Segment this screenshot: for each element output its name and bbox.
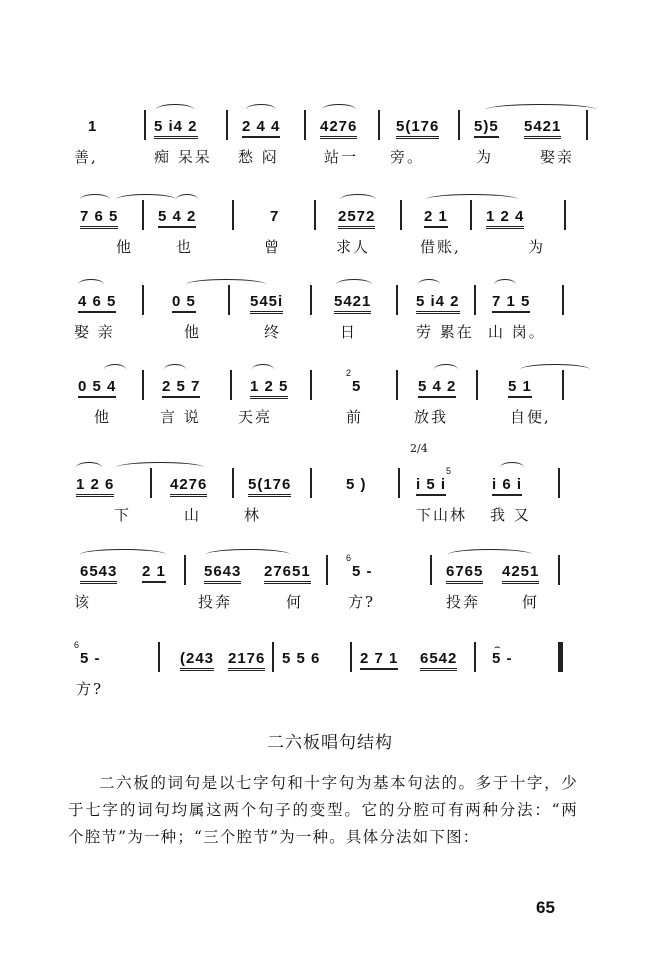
notes: 6542 xyxy=(420,650,457,671)
barline xyxy=(564,200,566,230)
lyric: 他 xyxy=(184,323,202,341)
body-paragraph xyxy=(68,770,578,851)
barline xyxy=(228,285,230,315)
barline xyxy=(586,110,588,140)
page-number: 65 xyxy=(536,898,555,917)
paragraph-text: 二六板的词句是以七字句和十字句为基本句法的。多于十字，少于七字的词句均属这两个句子的变型。它的分腔可有两种分法：“两个腔节”为一种；“三个腔节”为一种。具体分法如下图： xyxy=(68,774,578,846)
slur xyxy=(322,104,356,115)
lyric: 痴 呆呆 xyxy=(154,148,212,166)
slur xyxy=(116,462,204,473)
barline xyxy=(378,110,380,140)
lyric: 也 xyxy=(176,238,194,256)
notes: 5643 xyxy=(204,563,241,584)
staff-row-6 xyxy=(74,545,594,625)
barline xyxy=(142,370,144,400)
lyric: 自便, xyxy=(510,408,551,426)
lyric: 何 xyxy=(522,593,540,611)
slur xyxy=(156,104,194,115)
notes: 5 i4 2 xyxy=(154,118,198,139)
barline xyxy=(230,370,232,400)
notes: 2 7 1 xyxy=(360,650,398,670)
slur xyxy=(78,279,104,290)
notes: 5(176 xyxy=(248,476,291,497)
grace-note: 6 xyxy=(346,553,352,563)
notes: 7 xyxy=(270,208,280,225)
lyric: 前 xyxy=(346,408,364,426)
notes: i 6 i xyxy=(492,476,522,496)
barline xyxy=(272,642,274,672)
notes: 4276 xyxy=(170,476,207,497)
lyric: 站一 xyxy=(324,148,359,166)
section-title: 二六板唱句结构 xyxy=(267,733,393,753)
notes: 2 1 xyxy=(424,208,448,228)
barline xyxy=(458,110,460,140)
barline xyxy=(476,370,478,400)
notes: 5 - xyxy=(492,650,513,667)
barline xyxy=(314,200,316,230)
lyric: 何 xyxy=(286,593,304,611)
slur xyxy=(486,104,596,115)
notes: 7 6 5 xyxy=(80,208,118,229)
lyric: 投奔 xyxy=(446,593,481,611)
lyric: 愁 闷 xyxy=(238,148,279,166)
lyric: 林 xyxy=(244,506,262,524)
lyric: 娶 亲 xyxy=(74,323,115,341)
notes: 5 - xyxy=(352,563,373,580)
notes: 5 4 2 xyxy=(418,378,456,398)
slur xyxy=(494,279,516,290)
slur xyxy=(116,194,176,205)
notes: 5421 xyxy=(524,118,561,139)
notes: 7 1 5 xyxy=(492,293,530,313)
barline xyxy=(310,285,312,315)
notes: 5 ) xyxy=(346,476,367,493)
barline xyxy=(144,110,146,140)
notes: 5 i4 2 xyxy=(416,293,460,314)
lyric: 求人 xyxy=(336,238,371,256)
lyric: 曾 xyxy=(264,238,282,256)
lyric: 投奔 xyxy=(198,593,233,611)
barline xyxy=(396,285,398,315)
slur xyxy=(186,279,266,290)
slur xyxy=(104,364,126,375)
staff-row-1 xyxy=(74,100,594,180)
notes: 4276 xyxy=(320,118,357,139)
notes: 4251 xyxy=(502,563,539,584)
slur xyxy=(426,194,518,205)
notes: i 5 i xyxy=(416,476,446,496)
barline xyxy=(474,285,476,315)
lyric: 下山林 xyxy=(416,506,468,524)
barline xyxy=(232,200,234,230)
slur xyxy=(80,549,166,560)
slur xyxy=(76,462,102,473)
notes: 5(176 xyxy=(396,118,439,139)
lyric: 善, xyxy=(74,148,98,166)
notes: 2 1 xyxy=(142,563,166,583)
barline xyxy=(474,642,476,672)
barline xyxy=(396,370,398,400)
lyric: 为 xyxy=(528,238,546,256)
slur xyxy=(434,364,458,375)
lyric: 我 又 xyxy=(490,506,531,524)
notes: 5 4 2 xyxy=(158,208,196,228)
slur xyxy=(206,549,290,560)
barline xyxy=(398,468,400,498)
barline xyxy=(184,555,186,585)
lyric: 劳 累在 xyxy=(416,323,474,341)
lyric: 下 xyxy=(114,506,132,524)
slur xyxy=(520,364,590,375)
slur xyxy=(164,364,186,375)
lyric: 为 xyxy=(476,148,494,166)
staff-row-2 xyxy=(74,190,594,270)
notes: 1 xyxy=(88,118,98,135)
slur xyxy=(80,194,110,205)
grace-note: 6 xyxy=(74,640,80,650)
barline xyxy=(350,642,352,672)
lyric: 他 xyxy=(94,408,112,426)
lyric: 娶亲 xyxy=(540,148,575,166)
lyric: 日 xyxy=(340,323,358,341)
barline xyxy=(562,285,564,315)
lyric: 他 xyxy=(116,238,134,256)
notes: 6765 xyxy=(446,563,483,584)
barline xyxy=(226,110,228,140)
notes: 2 4 4 xyxy=(242,118,280,138)
slur xyxy=(448,549,532,560)
barline xyxy=(470,200,472,230)
barline xyxy=(304,110,306,140)
lyric: 旁。 xyxy=(390,148,425,166)
barline xyxy=(142,200,144,230)
notes: 2 5 7 xyxy=(162,378,200,398)
lyric: 山 岗。 xyxy=(488,323,546,341)
lyric: 借账, xyxy=(420,238,461,256)
notes: 5 5 6 xyxy=(282,650,321,667)
slur xyxy=(176,194,198,205)
slur xyxy=(246,104,276,115)
notes: 5 - xyxy=(80,650,101,667)
notes: 1 2 6 xyxy=(76,476,114,497)
notes: 6543 xyxy=(80,563,117,584)
slur xyxy=(252,364,274,375)
notes: 4 6 5 xyxy=(78,293,116,313)
slur xyxy=(418,279,440,290)
lyric: 天亮 xyxy=(238,408,273,426)
barline xyxy=(558,555,560,585)
time-signature: 2/4 xyxy=(410,442,428,455)
notes: 1 2 4 xyxy=(486,208,524,229)
notes: 5)5 xyxy=(474,118,499,138)
notes: 5 xyxy=(352,378,362,395)
slur xyxy=(340,194,376,205)
lyric: 终 xyxy=(264,323,282,341)
slur xyxy=(336,279,372,290)
staff-row-3 xyxy=(74,275,594,355)
notes: 2572 xyxy=(338,208,375,229)
lyric: 方? xyxy=(348,593,376,611)
staff-row-4 xyxy=(74,360,594,440)
grace-note: 2 xyxy=(346,368,352,378)
barline xyxy=(158,642,160,672)
lyric: 言 说 xyxy=(160,408,201,426)
notes: 545i xyxy=(250,293,283,314)
staff-row-7 xyxy=(74,632,594,712)
barline xyxy=(310,468,312,498)
grace-note: 5 xyxy=(446,466,452,476)
notes: 5421 xyxy=(334,293,371,314)
notes: (243 xyxy=(180,650,214,671)
barline xyxy=(430,555,432,585)
barline xyxy=(562,370,564,400)
notes: 5 1 xyxy=(508,378,532,398)
slur xyxy=(500,462,524,473)
barline xyxy=(326,555,328,585)
lyric: 放我 xyxy=(414,408,449,426)
notes: 0 5 4 xyxy=(78,378,116,398)
barline xyxy=(558,468,560,498)
notes: 0 5 xyxy=(172,293,196,313)
lyric: 方? xyxy=(76,680,104,698)
lyric: 山 xyxy=(184,506,202,524)
barline xyxy=(232,468,234,498)
notes: 27651 xyxy=(264,563,311,584)
final-barline xyxy=(558,642,563,672)
notes: 2176 xyxy=(228,650,265,671)
staff-row-5 xyxy=(74,442,594,538)
lyric: 该 xyxy=(74,593,92,611)
fermata-icon: ⌢ xyxy=(494,642,501,653)
barline xyxy=(142,285,144,315)
notes: 1 2 5 xyxy=(250,378,288,399)
barline xyxy=(310,370,312,400)
barline xyxy=(150,468,152,498)
barline xyxy=(400,200,402,230)
